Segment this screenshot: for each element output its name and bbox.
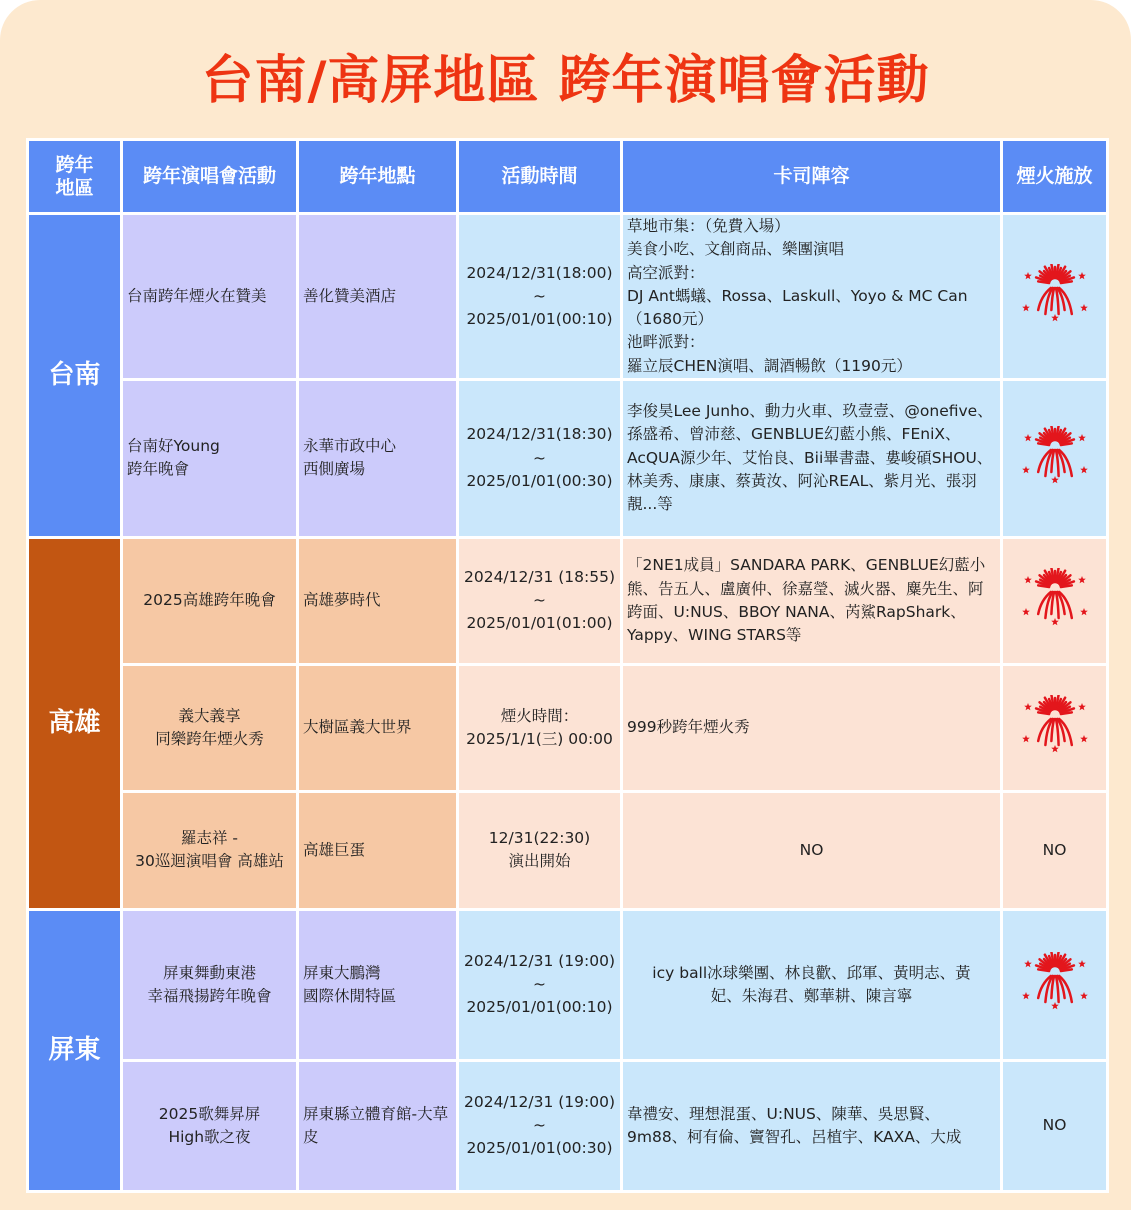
table-header-row: [29, 141, 1106, 212]
region-kaohsiung: 高雄: [29, 539, 120, 908]
event-time: 2024/12/31 (19:00) ~ 2025/01/01(00:30): [459, 1062, 620, 1190]
events-table: [26, 138, 1109, 1193]
event-name: 台南好Young 跨年晚會: [123, 381, 296, 536]
event-location: 永華市政中心 西側廣場: [299, 381, 456, 536]
header-region: 跨年 地區: [29, 141, 120, 212]
header-event: 跨年演唱會活動: [123, 141, 296, 212]
header-time: 活動時間: [459, 141, 620, 212]
event-cast: 草地市集：（免費入場） 美食小吃、文創商品、樂團演唱 高空派對： DJ Ant螞蟻、Rossa、Laskull、Yoyo & MC Can（1680元） 池畔派對： 羅立辰CHEN演唱、調酒暢飲（1190元）: [623, 215, 1000, 378]
header-fireworks: 煙火施放: [1003, 141, 1106, 212]
table-row: [29, 215, 1106, 378]
event-cast: 「2NE1成員」SANDARA PARK、GENBLUE幻藍小熊、告五人、盧廣仲、徐嘉瑩、滅火器、麋先生、阿跨面、U:NUS、BBOY NANA、芮鯊RapShark、Yappy、WING STARS等: [623, 539, 1000, 663]
event-name: 2025歌舞昇屏 High歌之夜: [123, 1062, 296, 1190]
event-time: 煙火時間： 2025/1/1(三) 00:00: [459, 666, 620, 790]
event-time: 12/31(22:30) 演出開始: [459, 793, 620, 908]
region-tainan: 台南: [29, 215, 120, 536]
firework-icon: [1020, 952, 1090, 1010]
firework-icon: [1020, 695, 1090, 753]
event-time: 2024/12/31(18:00) ~ 2025/01/01(00:10): [459, 215, 620, 378]
fireworks-no: NO: [1003, 1062, 1106, 1190]
firework-icon: [1020, 264, 1090, 322]
event-name: 羅志祥 - 30巡迴演唱會 高雄站: [123, 793, 296, 908]
region-pingtung: 屏東: [29, 911, 120, 1190]
event-cast: 李俊昊Lee Junho、動力火車、玖壹壹、@onefive、孫盛希、曾沛慈、GENBLUE幻藍小熊、FEniX、AcQUA源少年、艾怡良、Bii畢書盡、婁峻碩SHOU、林美秀、康康、蔡黃汝、阿沁REAL、紫月光、張羽靚...等: [623, 381, 1000, 536]
event-name: 2025高雄跨年晚會: [123, 539, 296, 663]
event-name: 台南跨年煙火在贊美: [123, 215, 296, 378]
event-location: 善化贊美酒店: [299, 215, 456, 378]
event-cast: 999秒跨年煙火秀: [623, 666, 1000, 790]
event-time: 2024/12/31 (18:55) ~ 2025/01/01(01:00): [459, 539, 620, 663]
event-location: 大樹區義大世界: [299, 666, 456, 790]
event-name: 屏東舞動東港 幸福飛揚跨年晚會: [123, 911, 296, 1059]
firework-icon: [1020, 426, 1090, 484]
page-title: 台南/高屏地區 跨年演唱會活動: [201, 51, 930, 111]
table-row: [29, 381, 1106, 536]
fireworks-cell: [1003, 215, 1106, 378]
event-time: 2024/12/31 (19:00) ~ 2025/01/01(00:10): [459, 911, 620, 1059]
event-name: 義大義享 同樂跨年煙火秀: [123, 666, 296, 790]
table-row: [29, 1062, 1106, 1190]
fireworks-cell: [1003, 539, 1106, 663]
table-row: [29, 539, 1106, 663]
firework-icon: [1020, 568, 1090, 626]
fireworks-cell: [1003, 381, 1106, 536]
event-cast: 韋禮安、理想混蛋、U:NUS、陳華、吳思賢、9m88、柯有倫、竇智孔、呂植宇、KAXA、大成: [623, 1062, 1000, 1190]
event-cast: icy ball冰球樂團、林良歡、邱軍、黃明志、黃妃、朱海君、鄭華耕、陳言寧: [623, 911, 1000, 1059]
event-time: 2024/12/31(18:30) ~ 2025/01/01(00:30): [459, 381, 620, 536]
fireworks-cell: [1003, 666, 1106, 790]
header-cast: 卡司陣容: [623, 141, 1000, 212]
table-row: [29, 911, 1106, 1059]
event-location: 高雄夢時代: [299, 539, 456, 663]
event-cast: NO: [623, 793, 1000, 908]
event-location: 屏東縣立體育館-大草皮: [299, 1062, 456, 1190]
event-location: 屏東大鵬灣 國際休閒特區: [299, 911, 456, 1059]
fireworks-cell: [1003, 911, 1106, 1059]
table-row: [29, 666, 1106, 790]
event-location: 高雄巨蛋: [299, 793, 456, 908]
table-row: [29, 793, 1106, 908]
header-location: 跨年地點: [299, 141, 456, 212]
fireworks-no: NO: [1003, 793, 1106, 908]
